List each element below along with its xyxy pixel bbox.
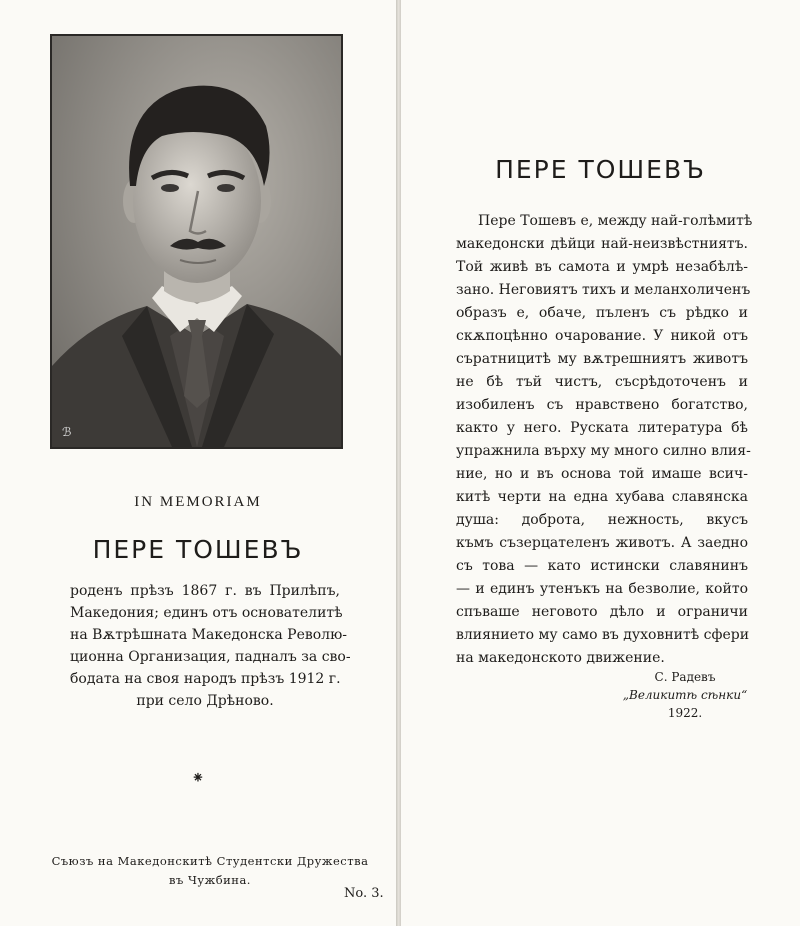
portrait-photo-icon [52,36,341,447]
essay-line: — и единъ утенъкъ на безволие, който [456,581,748,597]
essay-line: образъ е, обаче, пъленъ съ рѣдко и [456,305,748,321]
signature-work: „Великитѣ сѣнки“ [622,688,748,702]
issue-number: No. 3. [344,886,384,901]
essay-line: съратницитѣ му вѫтрешниятъ животъ [456,351,748,367]
publisher-footer [50,852,370,890]
essay-line: влиянието му само въ духовнитѣ сфери [456,627,750,643]
essay-line: както у него. Руската литература бѣ [456,420,748,436]
bio-line: при село Дрѣново. [136,693,274,709]
essay-line: китѣ черти на една хубава славянска [456,489,748,505]
footer-line: Съюзъ на Македонскитѣ Студентски Дружества [51,854,369,868]
name-heading-right: ПЕРЕ ТОШЕВЪ [495,155,706,184]
signature-author: С. Радевъ [654,670,716,684]
essay-line: не бѣ тъй чистъ, съсрѣдоточенъ и [456,374,748,390]
bio-line: бодата на своя народъ прѣзъ 1912 г. [70,671,341,687]
essay-line: скѫпоцѣнно очарование. У никой отъ [456,328,748,344]
portrait-photo [50,34,343,449]
essay-line: изобиленъ съ нравствено богатство, [456,397,748,413]
biography [70,580,351,712]
essay-line: Пере Тошевъ е, между най-голѣмитѣ [478,213,753,229]
essay-line: съ това — като истински славянинъ [456,558,748,574]
essay-line: македонски дѣйци най-неизвѣстниятъ. [456,236,748,252]
essay-line: ние, но и въ основа той имаше всич- [456,466,748,482]
ornament-icon: ⁕ [191,768,205,787]
bio-line: на Вѫтрѣшната Македонска Револю- [70,627,347,643]
essay-text [456,210,753,670]
essay-line: на македонското движение. [456,650,665,666]
photo-monogram: ℬ [62,425,72,439]
essay-line: душа: доброта, нежность, вкусъ [456,512,748,528]
essay-line: Той живѣ въ самота и умрѣ незабѣлѣ- [456,259,748,275]
in-memoriam-heading: IN MEMORIAM [134,494,262,510]
signature [605,668,765,722]
signature-year: 1922. [667,706,703,720]
footer-line: въ Чужбина. [169,873,251,887]
bio-line: роденъ прѣзъ 1867 г. въ Прилѣпъ, [70,583,340,599]
essay-line: зано. Неговиятъ тихъ и меланхоличенъ [456,282,751,298]
essay-line: упражнила върху му много силно влия- [456,443,751,459]
bio-line: Македония; единъ отъ основателитѣ [70,605,343,621]
essay-line: къмъ съзерцателенъ животъ. А заедно [456,535,748,551]
name-heading-left: ПЕРЕ ТОШЕВЪ [92,535,304,564]
essay-line: спъваше неговото дѣло и ограничи [456,604,748,620]
bio-line: ционна Организация, падналъ за сво- [70,649,351,665]
